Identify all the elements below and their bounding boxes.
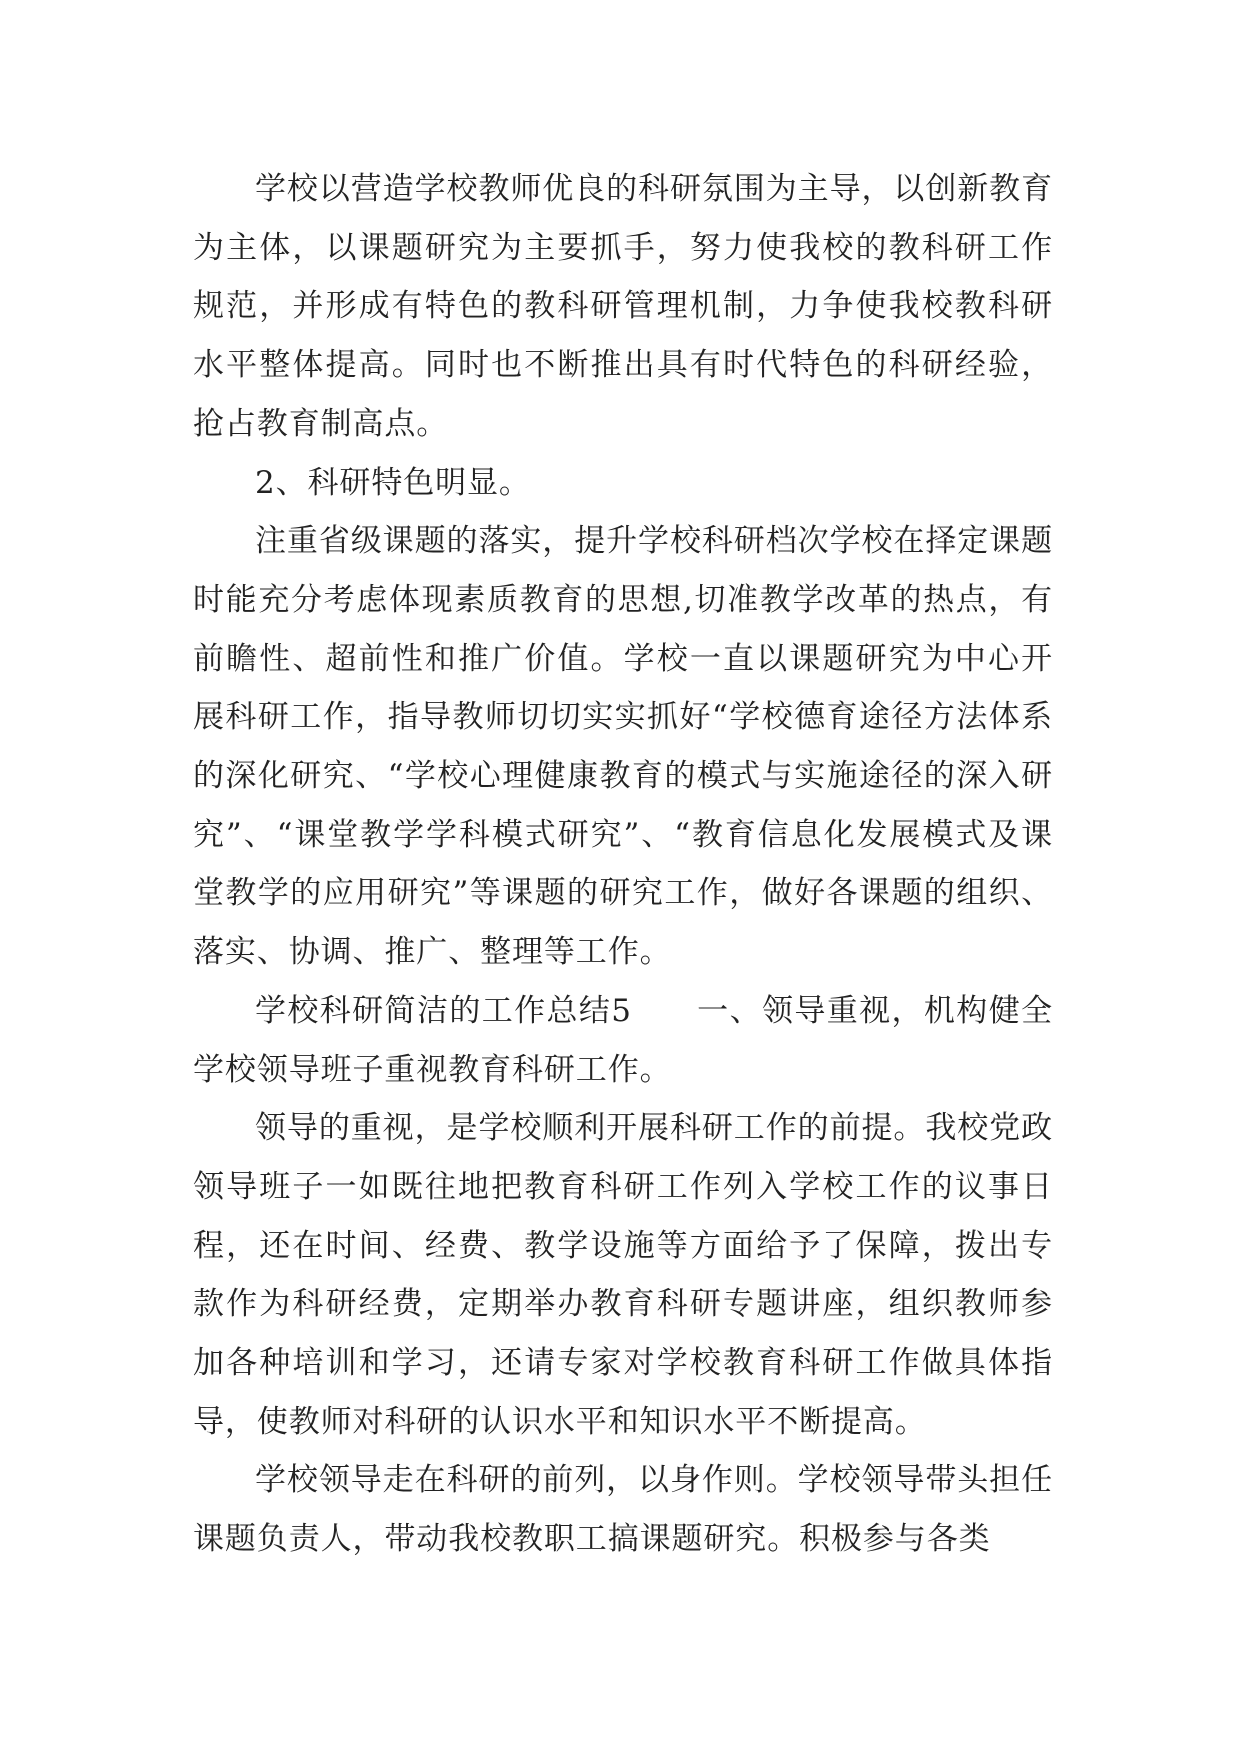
paragraph: 注重省级课题的落实，提升学校科研档次学校在择定课题时能充分考虑体现素质教育的思想,切准教学改革的热点，有前瞻性、超前性和推广价值。学校一直以课题研究为中心开展科研工作，指导教师切切实实抓好“学校德育途径方法体系的深化研究、“学校心理健康教育的模式与实施途径的深入研究”、“课堂教学学科模式研究”、“教育信息化发展模式及课堂教学的应用研究”等课题的研究工作，做好各课题的组织、落实、协调、推广、整理等工作。	[193, 523, 1053, 971]
document-body	[193, 160, 1053, 1569]
paragraph: 领导的重视，是学校顺利开展科研工作的前提。我校党政领导班子一如既往地把教育科研工作列入学校工作的议事日程，还在时间、经费、教学设施等方面给予了保障，拨出专款作为科研经费，定期举办教育科研专题讲座，组织教师参加各种培训和学习，还请专家对学校教育科研工作做具体指导，使教师对科研的认识水平和知识水平不断提高。	[193, 1110, 1053, 1440]
paragraph: 学校领导走在科研的前列，以身作则。学校领导带头担任课题负责人，带动我校教职工搞课题研究。积极参与各类	[193, 1462, 1053, 1558]
paragraph: 2、科研特色明显。	[255, 464, 531, 501]
paragraph: 学校科研简洁的工作总结5 一、领导重视，机构健全学校领导班子重视教育科研工作。	[193, 992, 1053, 1088]
paragraph: 学校以营造学校教师优良的科研氛围为主导，以创新教育为主体，以课题研究为主要抓手，努力使我校的教科研工作规范，并形成有特色的教科研管理机制，力争使我校教科研水平整体提高。同时也不断推出具有时代特色的科研经验，抢占教育制高点。	[193, 171, 1053, 442]
